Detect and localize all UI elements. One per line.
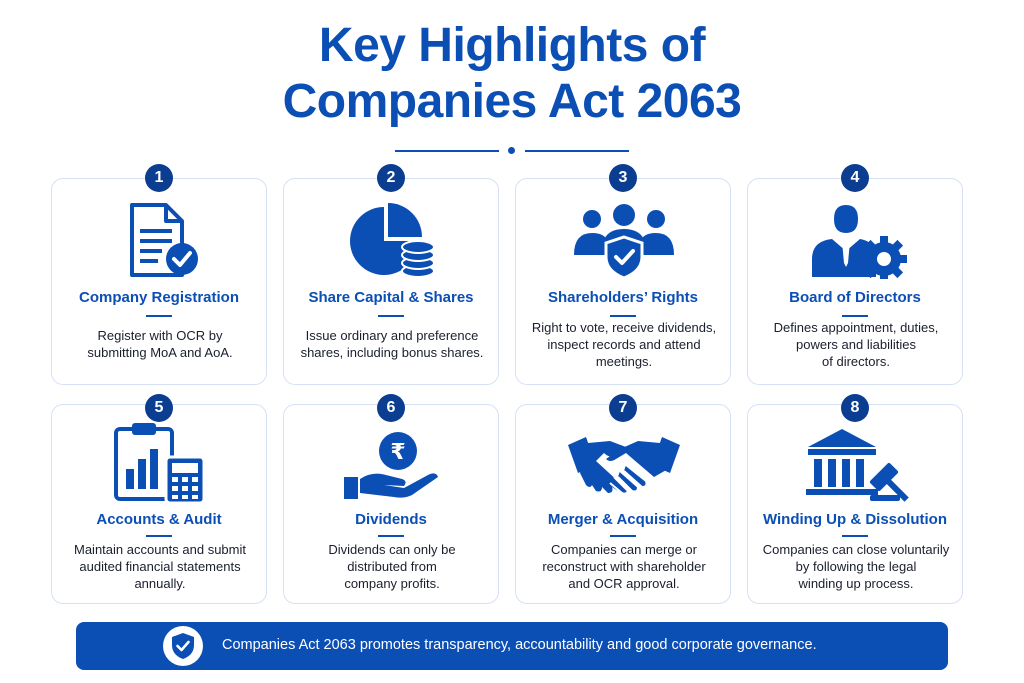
card-accounts-audit — [51, 404, 267, 604]
desc-line: company profits. — [344, 576, 440, 591]
step-badge-1: 1 — [145, 164, 173, 192]
desc-line: distributed from — [347, 559, 437, 574]
divider-dot — [508, 147, 515, 154]
card-title: Winding Up & Dissolution — [762, 511, 947, 528]
card-description — [294, 327, 490, 361]
step-badge-2: 2 — [377, 164, 405, 192]
card-title-rule — [146, 315, 172, 317]
desc-line: inspect records and attend — [547, 337, 701, 352]
divider-line-left — [395, 150, 499, 152]
desc-line: Companies can close voluntarily — [762, 542, 950, 557]
svg-text:₹: ₹ — [390, 440, 406, 465]
card-title: Dividends — [355, 511, 427, 528]
card-title: Board of Directors — [789, 289, 921, 306]
desc-line: Dividends can only be — [328, 542, 456, 557]
summary-banner — [76, 622, 948, 670]
desc-line: submitting MoA and AoA. — [87, 345, 233, 360]
card-winding-up — [747, 404, 963, 604]
step-badge-8: 8 — [841, 394, 869, 422]
desc-line: of directors. — [822, 354, 890, 369]
card-shareholders-rights — [515, 178, 731, 385]
clipboard-chart-calculator-icon — [112, 421, 208, 510]
card-description — [758, 541, 954, 592]
shield-check-icon — [163, 626, 203, 666]
banner-text: Companies Act 2063 promotes transparency, accountability and good corporate governance. — [222, 637, 817, 653]
card-title-rule — [610, 535, 636, 537]
desc-line: shares, including bonus shares. — [300, 345, 484, 360]
card-title: Company Registration — [78, 289, 240, 306]
desc-line: and OCR approval. — [568, 576, 680, 591]
card-description — [758, 319, 954, 370]
title-divider — [0, 146, 1024, 156]
step-badge-3: 3 — [609, 164, 637, 192]
card-description — [294, 541, 490, 592]
card-title: Merger & Acquisition — [547, 511, 699, 528]
desc-line: Maintain accounts and submit — [74, 542, 246, 557]
desc-line: reconstruct with shareholder — [542, 559, 706, 574]
card-merger-acquisition — [515, 404, 731, 604]
card-title: Accounts & Audit — [96, 511, 222, 528]
card-dividends — [283, 404, 499, 604]
courthouse-gavel-icon — [802, 427, 910, 508]
card-description — [62, 541, 258, 592]
desc-line: Right to vote, receive dividends, — [531, 320, 717, 335]
desc-line: Issue ordinary and preference — [305, 328, 479, 343]
title-line-1: Key Highlights of — [318, 19, 706, 72]
card-description — [62, 327, 258, 361]
card-title-rule — [146, 535, 172, 537]
document-check-icon — [126, 203, 202, 284]
handshake-icon — [566, 431, 682, 506]
group-shield-icon — [572, 203, 676, 284]
desc-line: Companies can merge or — [551, 542, 697, 557]
card-description — [526, 319, 722, 370]
card-title: Shareholders’ Rights — [547, 289, 699, 306]
step-badge-5: 5 — [145, 394, 173, 422]
desc-line: Defines appointment, duties, — [773, 320, 939, 335]
step-badge-7: 7 — [609, 394, 637, 422]
card-company-registration — [51, 178, 267, 385]
desc-line: Register with OCR by — [97, 328, 223, 343]
step-badge-4: 4 — [841, 164, 869, 192]
card-title-rule — [378, 315, 404, 317]
desc-line: by following the legal — [795, 559, 917, 574]
desc-line: audited financial statements — [79, 559, 241, 574]
card-board-of-directors — [747, 178, 963, 385]
desc-line: meetings. — [595, 354, 653, 369]
director-gear-icon — [808, 201, 908, 284]
divider-line-right — [525, 150, 629, 152]
card-title-rule — [842, 315, 868, 317]
step-badge-6: 6 — [377, 394, 405, 422]
pie-chart-coins-icon — [348, 201, 440, 286]
card-title-rule — [610, 315, 636, 317]
card-title: Share Capital & Shares — [308, 289, 474, 306]
page-title — [0, 18, 1024, 130]
desc-line: powers and liabilities — [796, 337, 916, 352]
hand-rupee-coin-icon — [342, 431, 442, 506]
desc-line: winding up process. — [798, 576, 914, 591]
card-title-rule — [842, 535, 868, 537]
card-description — [526, 541, 722, 592]
card-share-capital — [283, 178, 499, 385]
desc-line: annually. — [134, 576, 186, 591]
title-line-2: Companies Act 2063 — [282, 75, 742, 128]
card-title-rule — [378, 535, 404, 537]
